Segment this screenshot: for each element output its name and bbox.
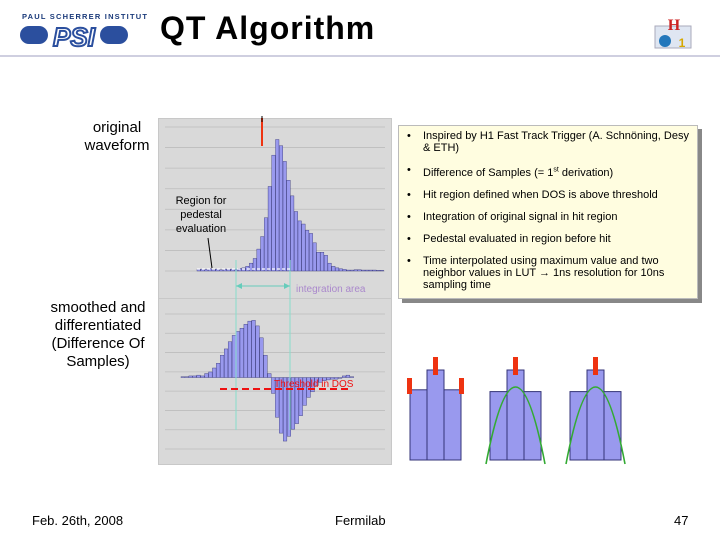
waveform-bar [197, 269, 200, 271]
waveform-bar [240, 328, 244, 377]
waveform-bar [328, 263, 331, 271]
page-number: 47 [674, 513, 689, 528]
waveform-bar [339, 269, 342, 271]
waveform-bar [216, 269, 219, 271]
psi-logo [20, 22, 128, 50]
integration-area-label: integration area [296, 284, 366, 295]
waveform-bar [347, 270, 350, 271]
waveform-bar [189, 376, 193, 378]
threshold-label: Threshold in DOS [274, 379, 354, 390]
waveform-bar [294, 212, 297, 271]
waveform-bar [257, 249, 260, 271]
waveform-bar [223, 269, 226, 271]
slide-title: QT Algorithm [160, 10, 376, 46]
waveform-bar [276, 140, 279, 271]
timing-bar [604, 392, 621, 460]
waveform-bar [264, 218, 267, 271]
edge-marker [459, 378, 464, 394]
waveform-bar [227, 269, 230, 271]
waveform-bar [228, 342, 232, 378]
waveform-bar [272, 155, 275, 271]
psi-logo-bar-right [100, 26, 128, 44]
waveform-bar [231, 269, 234, 271]
waveform-bar [291, 196, 294, 271]
waveform-bar [185, 377, 189, 378]
waveform-bar [201, 269, 204, 271]
waveform-bar [238, 269, 241, 272]
timing-bar [490, 392, 507, 460]
waveform-bar [220, 355, 224, 377]
timing-bar [444, 390, 461, 460]
waveform-bar [193, 376, 197, 378]
footer-date: Feb. 26th, 2008 [32, 513, 124, 528]
waveform-bar [208, 269, 211, 271]
waveform-bar [324, 255, 327, 271]
bullet-item: • Time interpolated using maximum value and two neighbor values in LUT → 1ns resolution for 10ns sampling time [407, 255, 691, 291]
bullet-item [407, 164, 691, 179]
waveform-bar [309, 233, 312, 271]
time-marker [593, 357, 598, 375]
waveform-bar [350, 377, 354, 378]
waveform-bar [298, 221, 301, 271]
waveform-bar [232, 335, 236, 377]
waveform-bar [242, 268, 245, 271]
title-divider [0, 55, 720, 57]
pedestal-region-label: Region for pedestal evaluation [175, 195, 227, 235]
waveform-bar [354, 270, 357, 271]
timing-bar [427, 370, 444, 460]
time-marker [433, 357, 438, 375]
waveform-bar [287, 180, 290, 271]
waveform-bar [380, 270, 383, 271]
waveform-bar [216, 363, 220, 377]
waveform-bar [204, 269, 207, 271]
bullet-list [399, 126, 697, 291]
waveform-bar [268, 186, 271, 271]
timing-bar [570, 392, 587, 460]
bullet-text: Difference of Samples (= 1st derivation) [423, 166, 614, 179]
timing-bar [410, 390, 427, 460]
waveform-bar [264, 355, 268, 377]
footer-venue: Fermilab [335, 513, 386, 528]
waveform-bar [248, 321, 252, 377]
waveform-bar [253, 258, 256, 271]
waveform-bar [181, 377, 185, 378]
waveform-bar [219, 270, 222, 271]
waveform-bar [377, 270, 380, 271]
waveform-bar [261, 237, 264, 271]
waveform-bar [197, 375, 201, 377]
waveform-bar [320, 252, 323, 271]
waveform-bar [201, 376, 205, 378]
svg-text:H: H [667, 17, 681, 34]
waveform-bar [305, 230, 308, 271]
timing-diagrams [405, 335, 705, 465]
waveform-bar [335, 268, 338, 271]
time-marker [513, 357, 518, 375]
bullet-item: • Integration of original signal in hit region [407, 211, 691, 223]
waveform-bar [362, 270, 365, 271]
waveform-bar [224, 349, 228, 378]
edge-marker [407, 378, 412, 394]
waveform-bar [313, 243, 316, 271]
timing-bar [587, 370, 604, 460]
waveform-bar [212, 368, 216, 378]
waveform-bar [365, 270, 368, 271]
waveform-bar [346, 375, 350, 377]
waveform-bar [358, 270, 361, 271]
waveform-bar [350, 270, 353, 271]
timing-bar [524, 392, 541, 460]
waveform-bar [236, 331, 240, 377]
waveform-bar [212, 269, 215, 271]
timing-bar [507, 370, 524, 460]
waveform-bar [252, 320, 256, 377]
waveform-bar [260, 338, 264, 378]
waveform-bar [302, 224, 305, 271]
psi-logo-bar [20, 26, 48, 44]
waveform-bar [369, 270, 372, 271]
waveform-bar [279, 146, 282, 271]
bullet-item: • Pedestal evaluated in region before hit [407, 233, 691, 245]
waveform-bar [317, 252, 320, 271]
waveform-bar [343, 269, 346, 271]
waveform-bar [283, 161, 286, 271]
waveform-bar [205, 374, 209, 378]
waveform-bar [268, 374, 272, 378]
waveform-bar [332, 266, 335, 271]
original-waveform-label: original waveform [84, 119, 150, 154]
bullet-item: • Hit region defined when DOS is above threshold [407, 189, 691, 201]
waveform-bar [234, 269, 237, 271]
bullet-item: • Inspired by H1 Fast Track Trigger (A. Schnöning, Desy & ETH) [407, 130, 691, 154]
svg-text:1: 1 [678, 36, 686, 50]
waveform-bar [342, 376, 346, 378]
waveform-bar [209, 372, 213, 378]
waveform-bar [256, 326, 260, 378]
h1-logo-icon [652, 16, 696, 50]
waveform-bar [249, 263, 252, 271]
institute-name: PAUL SCHERRER INSTITUT [22, 12, 149, 21]
waveform-bar [244, 324, 248, 377]
psi-logo-text: PSI [53, 22, 95, 50]
waveform-bar [246, 266, 249, 271]
algorithm-notes [398, 125, 698, 299]
smoothed-label: smoothed and differentiated (Difference Of Samples) [50, 299, 146, 370]
waveform-bar [373, 270, 376, 271]
